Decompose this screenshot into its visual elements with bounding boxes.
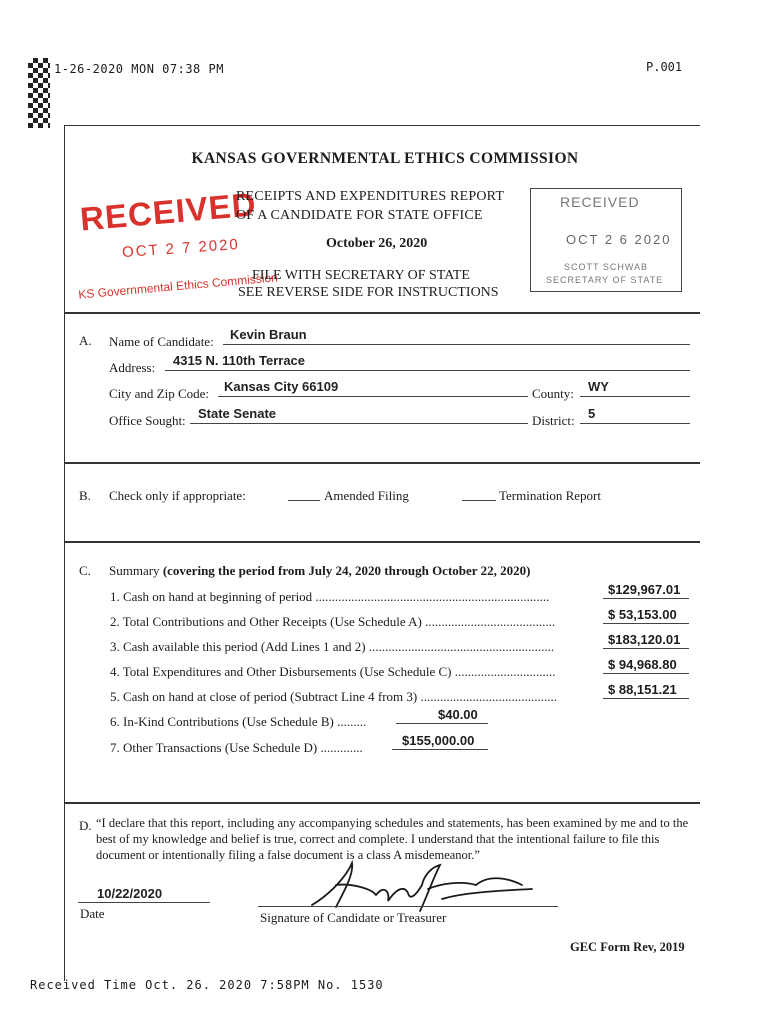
fax-timestamp: 1-26-2020 MON 07:38 PM	[54, 62, 224, 76]
summary-heading-period: (covering the period from July 24, 2020 through October 22, 2020)	[162, 563, 531, 578]
form-revision: GEC Form Rev, 2019	[570, 940, 685, 954]
inkind-amount: $40.00	[438, 707, 478, 722]
summary-line-2: 2. Total Contributions and Other Receipts (Use Schedule A) ........................................	[110, 614, 556, 629]
summary-amount-2: $ 53,153.00	[608, 607, 677, 622]
other-transactions-amount: $155,000.00	[402, 733, 475, 748]
summary-amount-line-1	[603, 598, 689, 599]
district-value: 5	[588, 406, 596, 421]
sos-stamp-word: RECEIVED	[560, 194, 640, 210]
office-sought-label: Office Sought:	[109, 413, 186, 428]
office-sought-value: State Senate	[198, 406, 277, 421]
address-label: Address:	[109, 360, 156, 375]
declaration-date-value: 10/22/2020	[97, 886, 163, 901]
sos-stamp-office: SECRETARY OF STATE	[546, 275, 664, 285]
summary-heading	[109, 563, 530, 579]
sos-stamp-date: OCT 2 6 2020	[566, 232, 672, 247]
signature-line	[258, 906, 558, 907]
district-line	[580, 423, 690, 424]
termination-report-checkbox[interactable]	[462, 500, 496, 501]
declaration-text: “I declare that this report, including any accompanying schedules and statements, has been examined by me and to the best of my knowledge and belief is true, correct and complete. I understand that the intentional failure to file this document or intentionally filing a false document is a class A misdemeanor.”	[96, 816, 689, 862]
city-zip-line	[218, 396, 528, 397]
summary-line-7: 7. Other Transactions (Use Schedule D) .............	[110, 740, 363, 755]
file-with-instruction: FILE WITH SECRETARY OF STATE	[252, 268, 470, 283]
candidate-name-label: Name of Candidate:	[109, 334, 214, 349]
section-d-letter: D.	[79, 818, 92, 833]
section-a-letter: A.	[79, 333, 92, 348]
summary-line-5: 5. Cash on hand at close of period (Subtract Line 4 from 3) ..........................................	[110, 689, 557, 704]
fax-page-number: P.001	[646, 60, 683, 74]
date-label: Date	[80, 906, 105, 921]
summary-amount-4: $ 94,968.80	[608, 657, 677, 672]
sos-stamp-name: SCOTT SCHWAB	[564, 262, 649, 272]
signature-image	[292, 855, 542, 917]
received-stamp-word: RECEIVED	[78, 185, 258, 238]
fax-marker	[28, 58, 50, 128]
summary-amount-5: $ 88,151.21	[608, 682, 677, 697]
address-line	[165, 370, 690, 371]
city-zip-value: Kansas City 66109	[224, 379, 339, 394]
see-reverse-instruction: SEE REVERSE SIDE FOR INSTRUCTIONS	[238, 285, 499, 300]
report-title-line2: OF A CANDIDATE FOR STATE OFFICE	[236, 208, 483, 223]
county-line	[580, 396, 690, 397]
report-title-line1: RECEIPTS AND EXPENDITURES REPORT	[236, 189, 505, 204]
received-stamp-agency: KS Governmental Ethics Commission	[77, 270, 279, 302]
district-label: District:	[532, 413, 575, 428]
summary-amount-3: $183,120.01	[608, 632, 681, 647]
section-c-letter: C.	[79, 563, 91, 578]
summary-amount-line-2	[603, 623, 689, 624]
form-title: KANSAS GOVERNMENTAL ETHICS COMMISSION	[191, 150, 579, 167]
amended-filing-checkbox[interactable]	[288, 500, 320, 501]
report-date: October 26, 2020	[326, 236, 428, 251]
inkind-amount-line	[396, 723, 488, 724]
section-divider-b	[64, 462, 700, 464]
county-value: WY	[588, 379, 609, 394]
fax-received-time: Received Time Oct. 26. 2020 7:58PM No. 1530	[30, 978, 384, 992]
form-top-border	[64, 125, 700, 126]
section-divider-c	[64, 541, 700, 543]
section-b-letter: B.	[79, 488, 91, 503]
summary-amount-line-5	[603, 698, 689, 699]
termination-report-label: Termination Report	[499, 488, 601, 503]
summary-amount-line-3	[603, 648, 689, 649]
candidate-name-line	[223, 344, 690, 345]
candidate-name-value: Kevin Braun	[230, 327, 307, 342]
summary-line-3: 3. Cash available this period (Add Lines 1 and 2) .........................................................	[110, 639, 555, 654]
summary-line-4: 4. Total Expenditures and Other Disbursements (Use Schedule C) ...............................	[110, 664, 556, 679]
office-sought-line	[190, 423, 528, 424]
amended-filing-label: Amended Filing	[324, 488, 409, 503]
summary-line-1: 1. Cash on hand at beginning of period ........................................................................	[110, 589, 550, 604]
section-divider-d	[64, 802, 700, 804]
county-label: County:	[532, 386, 574, 401]
received-stamp-date: OCT 2 7 2020	[121, 235, 241, 262]
summary-heading-plain: Summary	[109, 563, 160, 578]
summary-line-6: 6. In-Kind Contributions (Use Schedule B) .........	[110, 714, 367, 729]
check-if-appropriate-label: Check only if appropriate:	[109, 488, 246, 503]
section-divider-a	[64, 312, 700, 314]
city-zip-label: City and Zip Code:	[109, 386, 210, 401]
summary-amount-1: $129,967.01	[608, 582, 681, 597]
date-line	[78, 902, 210, 903]
summary-amount-line-4	[603, 673, 689, 674]
other-transactions-line	[392, 749, 488, 750]
signature-label: Signature of Candidate or Treasurer	[260, 910, 447, 925]
address-value: 4315 N. 110th Terrace	[173, 353, 306, 368]
